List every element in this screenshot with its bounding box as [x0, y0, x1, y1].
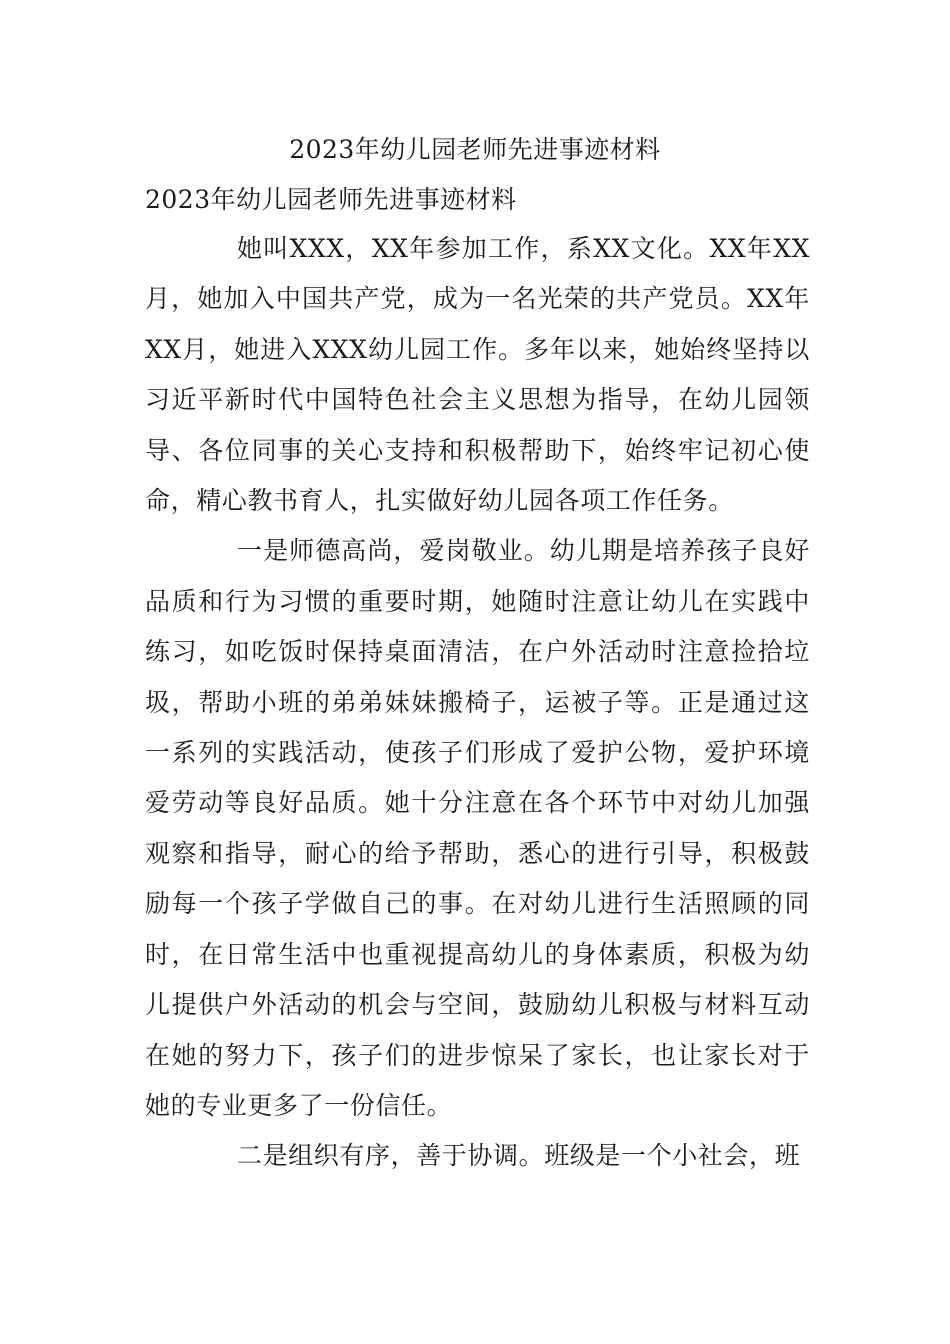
paragraph-organization: 二是组织有序，善于协调。班级是一个小社会，班 — [237, 1141, 801, 1171]
document-subtitle: 2023年幼儿园老师先进事迹材料 — [145, 185, 517, 214]
paragraph-intro: 她叫XXX，XX年参加工作，系XX文化。XX年XX月，她加入中国共产党，成为一名光荣的共产党员。XX年XX月，她进入XXX幼儿园工作。多年以来，她始终坚持以习近平新时代中国特色社会主义思想为指导，在幼儿园领导、各位同事的关心支持和积极帮助下，始终牢记初心使命，精心教书育人，扎实做好幼儿园各项工作任务。 — [145, 234, 810, 516]
paragraph-virtue: 一是师德高尚，爱岗敬业。幼儿期是培养孩子良好品质和行为习惯的重要时期，她随时注意让幼儿在实践中练习，如吃饭时保持桌面清洁，在户外活动时注意捡拾垃圾，帮助小班的弟弟妹妹搬椅子，运被子等。正是通过这一系列的实践活动，使孩子们形成了爱护公物，爱护环境爱劳动等良好品质。她十分注意在各个环节中对幼儿加强观察和指导，耐心的给予帮助，悉心的进行引导，积极鼓励每一个孩子学做自己的事。在对幼儿进行生活照顾的同时，在日常生活中也重视提高幼儿的身体素质，积极为幼儿提供户外活动的机会与空间，鼓励幼儿积极与材料互动在她的努力下，孩子们的进步惊呆了家长，也让家长对于她的专业更多了一份信任。 — [145, 536, 810, 1120]
document-title: 2023年幼儿园老师先进事迹材料 — [289, 135, 661, 164]
document-body — [145, 224, 810, 1182]
